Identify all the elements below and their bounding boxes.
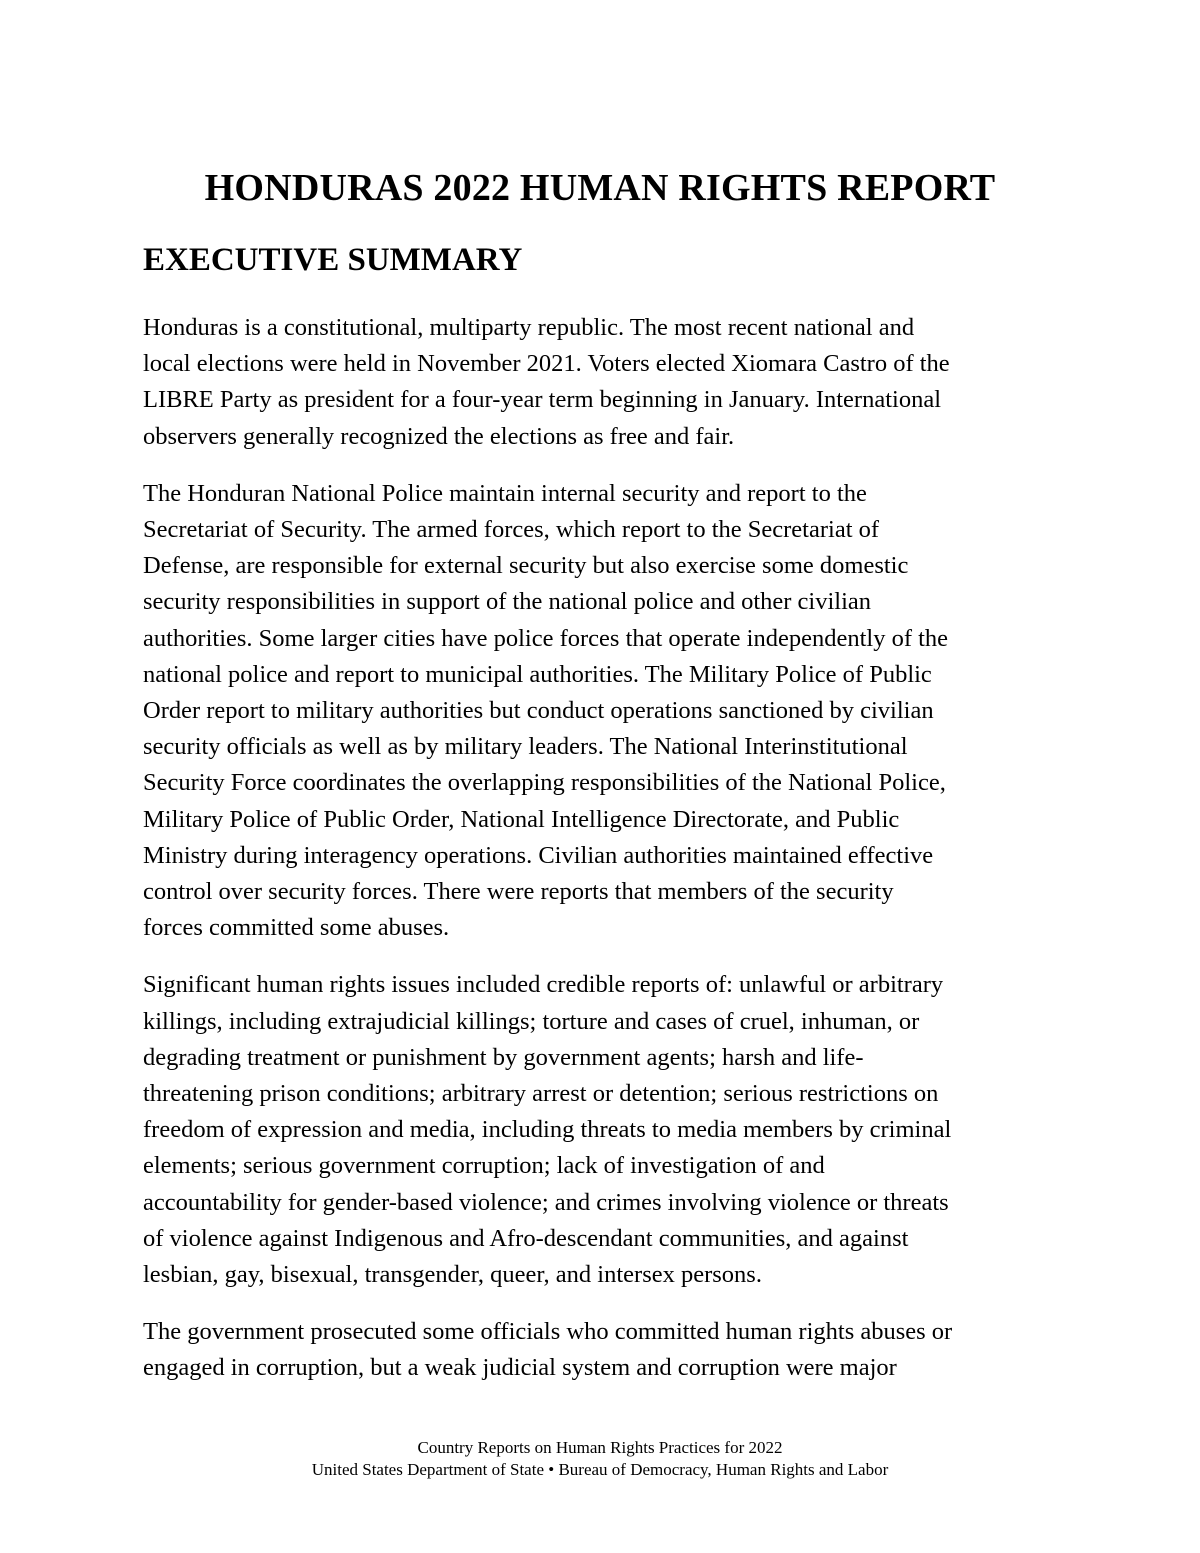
- text-line: threatening prison conditions; arbitrary arrest or detention; serious restrictions on: [143, 1080, 939, 1108]
- text-line: accountability for gender-based violence; and crimes involving violence or threats: [143, 1188, 949, 1216]
- paragraph: [143, 1314, 1073, 1386]
- footer-line-department: United States Department of State • Bureau of Democracy, Human Rights and Labor: [311, 1460, 889, 1479]
- text-line: Order report to military authorities but conduct operations sanctioned by civilian: [143, 697, 934, 725]
- footer-line-report-series: Country Reports on Human Rights Practices for 2022: [417, 1438, 783, 1457]
- text-line: of violence against Indigenous and Afro-descendant communities, and against: [143, 1224, 909, 1252]
- text-line: Honduras is a constitutional, multiparty republic. The most recent national and: [143, 314, 915, 341]
- page-footer: [0, 1437, 1200, 1481]
- text-line: killings, including extrajudicial killings; torture and cases of cruel, inhuman, or: [143, 1007, 920, 1035]
- text-line: LIBRE Party as president for a four-year term beginning in January. International: [143, 386, 941, 414]
- text-line: engaged in corruption, but a weak judicial system and corruption were major: [143, 1354, 897, 1382]
- report-title: HONDURAS 2022 HUMAN RIGHTS REPORT: [204, 167, 996, 209]
- body-text: [143, 310, 1073, 1408]
- text-line: Ministry during interagency operations. Civilian authorities maintained effective: [143, 841, 934, 869]
- paragraph: [143, 476, 1073, 947]
- text-line: security officials as well as by military leaders. The National Interinstitutional: [143, 733, 908, 761]
- text-line: security responsibilities in support of the national police and other civilian: [143, 588, 872, 616]
- text-line: national police and report to municipal authorities. The Military Police of Public: [143, 660, 932, 688]
- paragraph: [143, 967, 1073, 1293]
- text-line: Defense, are responsible for external security but also exercise some domestic: [143, 552, 909, 580]
- text-line: The government prosecuted some officials who committed human rights abuses or: [143, 1318, 953, 1346]
- text-line: The Honduran National Police maintain internal security and report to the: [143, 479, 867, 507]
- text-line: lesbian, gay, bisexual, transgender, queer, and intersex persons.: [143, 1261, 762, 1289]
- text-line: freedom of expression and media, including threats to media members by criminal: [143, 1116, 952, 1144]
- text-line: Security Force coordinates the overlapping responsibilities of the National Police,: [143, 769, 946, 797]
- text-line: forces committed some abuses.: [143, 914, 450, 942]
- text-line: local elections were held in November 2021. Voters elected Xiomara Castro of the: [143, 350, 950, 378]
- text-line: Secretariat of Security. The armed forces, which report to the Secretariat of: [143, 516, 880, 544]
- text-line: elements; serious government corruption; lack of investigation of and: [143, 1152, 825, 1180]
- text-line: observers generally recognized the elections as free and fair.: [143, 422, 735, 450]
- text-line: Military Police of Public Order, National Intelligence Directorate, and Public: [143, 805, 900, 833]
- paragraph: [143, 310, 1073, 455]
- text-line: authorities. Some larger cities have police forces that operate independently of the: [143, 624, 949, 652]
- section-heading-executive-summary: EXECUTIVE SUMMARY: [143, 242, 523, 278]
- text-line: degrading treatment or punishment by government agents; harsh and life-: [143, 1043, 864, 1071]
- text-line: control over security forces. There were reports that members of the security: [143, 878, 894, 906]
- text-line: Significant human rights issues included credible reports of: unlawful or arbitrary: [143, 971, 944, 999]
